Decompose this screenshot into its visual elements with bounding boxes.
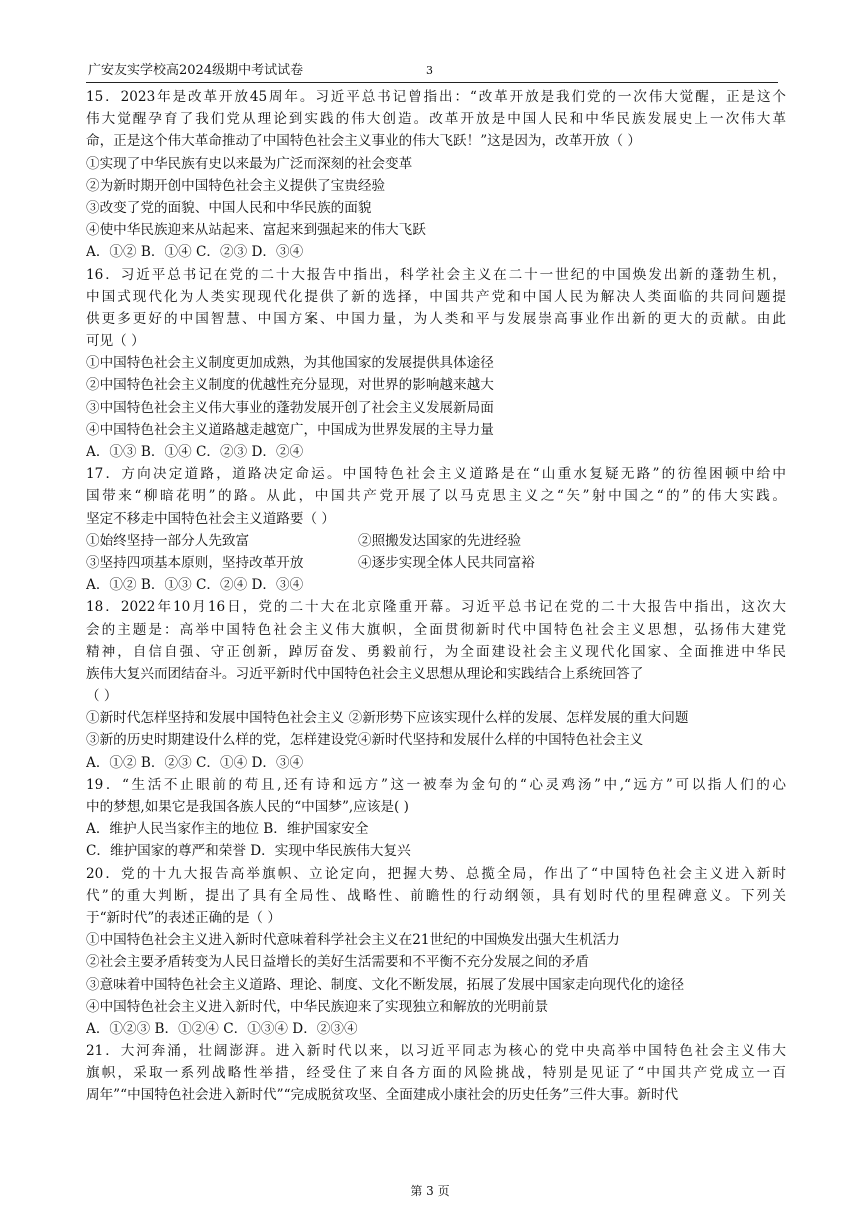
question-stem-line: 21．大河奔涌，壮阔澎湃。进入新时代以来，以习近平同志为核心的党中央高举中国特色社会主义伟大: [86, 1043, 786, 1060]
text-line: ③改变了党的面貌、中国人民和中华民族的面貌: [86, 199, 372, 216]
text-line: ②社会主要矛盾转变为人民日益增长的美好生活需要和不平衡不充分发展之间的矛盾: [86, 954, 589, 971]
question-stem-line: 16．习近平总书记在党的二十大报告中指出，科学社会主义在二十一世纪的中国焕发出新的蓬勃生机，: [86, 266, 786, 283]
text-line: 会的主题是：高举中国特色社会主义伟大旗帜，全面贯彻新时代中国特色社会主义思想，弘扬伟大建党: [86, 621, 786, 638]
option-text: ③坚持四项基本原则，坚持改革开放: [86, 554, 304, 571]
question-stem-line: 17．方向决定道路，道路决定命运。中国特色社会主义道路是在“山重水复疑无路”的彷徨困顿中给中: [86, 466, 786, 483]
text-line: ③新的历史时期建设什么样的党，怎样建设党④新时代坚持和发展什么样的中国特色社会主义: [86, 732, 644, 749]
question-stem-line: 19．“生活不止眼前的苟且,还有诗和远方”这一被奉为金句的“心灵鸡汤”中,“远方”可以指人们的心: [86, 776, 786, 793]
text-line: C．维护国家的尊严和荣誉 D．实现中华民族伟大复兴: [86, 843, 411, 860]
text-line: （ ）: [86, 688, 118, 705]
option-pair-line: [86, 552, 786, 574]
text-line: 命，正是这个伟大革命推动了中国特色社会主义事业的伟大飞跃！”这是因为，改革开放（ ）: [86, 133, 642, 150]
text-line: 供更多更好的中国智慧、中国方案、中国力量，为人类和平与发展崇高事业作出新的更大的贡献。由此: [86, 310, 786, 327]
text-line: ④中国特色社会主义道路越走越宽广，中国成为世界发展的主导力量: [86, 421, 494, 438]
text-line: ①中国特色社会主义制度更加成熟，为其他国家的发展提供具体途径: [86, 355, 494, 372]
text-line: 于“新时代”的表述正确的是（ ）: [86, 909, 281, 926]
text-line: ②为新时期开创中国特色社会主义提供了宝贵经验: [86, 177, 386, 194]
text-line: ④使中华民族迎来从站起来、富起来到强起来的伟大飞跃: [86, 222, 426, 239]
text-line: A．①③ B．①④ C．②③ D．②④: [86, 444, 304, 460]
text-line: 中国式现代化为人类实现现代化提供了新的选择，中国共产党和中国人民为解决人类面临的共同问题提: [86, 288, 786, 305]
text-line: 国带来“柳暗花明”的路。从此，中国共产党开展了以马克思主义之“矢”射中国之“的”的伟大实践。: [86, 488, 786, 505]
question-stem-line: 18．2022年10月16日，党的二十大在北京隆重开幕。习近平总书记在党的二十大报告中指出，这次大: [86, 599, 786, 616]
text-line: 中的梦想,如果它是我国各族人民的“中国梦”,应该是( ): [86, 799, 409, 815]
text-line: 族伟大复兴而团结奋斗。习近平新时代中国特色社会主义思想从理论和实践结合上系统回答了: [86, 665, 644, 682]
text-line: 代”的重大判断，提出了具有全局性、战略性、前瞻性的行动纲领，具有划时代的里程碑意义。下列关: [86, 887, 786, 904]
text-line: A．①② B．①④ C．②③ D．③④: [86, 244, 304, 261]
text-line: ②中国特色社会主义制度的优越性充分显现，对世界的影响越来越大: [86, 377, 494, 394]
text-line: 旗帜，采取一系列战略性举措，经受住了来自各方面的风险挑战，特别是见证了“中国共产党成立一百: [86, 1065, 786, 1082]
option-text: ①始终坚持一部分人先致富: [86, 532, 250, 549]
text-line: A．①②③ B．①②④ C．①③④ D．②③④: [86, 1020, 358, 1037]
text-line: ③意味着中国特色社会主义道路、理论、制度、文化不断发展，拓展了发展中国家走向现代化的途径: [86, 976, 685, 993]
text-line: ④中国特色社会主义进入新时代，中华民族迎来了实现独立和解放的光明前景: [86, 998, 549, 1015]
text-line: 伟大觉醒孕育了我们党从理论到实践的伟大创造。改革开放是中国人民和中华民族发展史上一次伟大革: [86, 111, 786, 128]
text-line: A．①② B．①③ C．②④ D．③④: [86, 577, 304, 594]
question-body: [86, 86, 786, 1107]
question-stem-line: 20．党的十九大报告高举旗帜、立论定向，把握大势、总揽全局，作出了“中国特色社会主义进入新时: [86, 865, 786, 882]
text-line: ①新时代怎样坚持和发展中国特色社会主义 ②新形势下应该实现什么样的发展、怎样发展的重大问题: [86, 710, 689, 727]
text-line: ①中国特色社会主义进入新时代意味着科学社会主义在21世纪的中国焕发出强大生机活力: [86, 932, 620, 949]
school-exam-title: 广安友实学校高2024级期中考试试卷: [88, 63, 304, 78]
option-text: ②照搬发达国家的先进经验: [358, 532, 522, 549]
page-footer: 第 3 页: [410, 1184, 450, 1198]
text-line: 精神，自信自强、守正创新，踔厉奋发、勇毅前行，为全面建设社会主义现代化国家、全面推进中华民: [86, 643, 786, 660]
option-pair-line: [86, 530, 786, 552]
header-page-number: 3: [426, 64, 433, 77]
text-line: 可见（ ）: [86, 333, 145, 350]
text-line: 坚定不移走中国特色社会主义道路要（ ）: [86, 510, 336, 527]
question-stem-line: 15．2023年是改革开放45周年。习近平总书记曾指出：“改革开放是我们党的一次伟大觉醒，正是这个: [86, 89, 786, 105]
text-line: ①实现了中华民族有史以来最为广泛而深刻的社会变革: [86, 155, 413, 172]
option-text: ④逐步实现全体人民共同富裕: [358, 554, 535, 571]
page-header: [86, 62, 778, 83]
text-line: ③中国特色社会主义伟大事业的蓬勃发展开创了社会主义发展新局面: [86, 399, 494, 416]
text-line: 周年”“中国特色社会进入新时代”“完成脱贫攻坚、全面建成小康社会的历史任务”三件大事。新时代: [86, 1087, 679, 1104]
text-line: A．①② B．②③ C．①④ D．③④: [86, 754, 304, 771]
text-line: A．维护人民当家作主的地位 B．维护国家安全: [86, 821, 369, 838]
